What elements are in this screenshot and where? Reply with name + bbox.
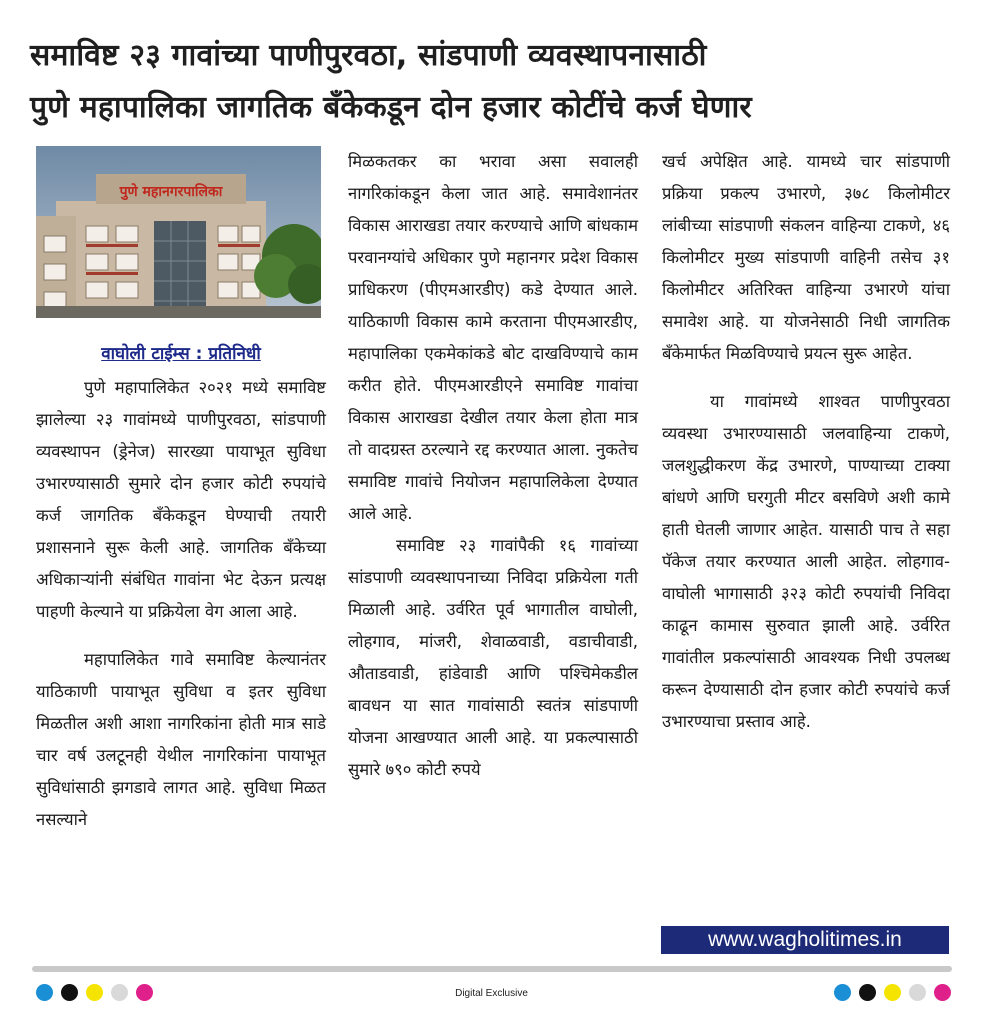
- registration-dots-right: [834, 984, 951, 1001]
- headline-line-1: समाविष्ट २३ गावांच्या पाणीपुरवठा, सांडपाणी व्यवस्थापनासाठी: [30, 38, 707, 73]
- article-column-1: [36, 338, 326, 836]
- paragraph-4: समाविष्ट २३ गावांपैकी १६ गावांच्या सांडपाणी व्यवस्थापनाच्या निविदा प्रक्रियेला गती मिळाली आहे. उर्वरित पूर्व भागातील वाघोली, लोहगाव, मांजरी, शेवाळवाडी, वडाचीवाडी, औताडवाडी, हांडेवाडी आणि पश्चिमेकडील बावधन या सात गावांसाठी स्वतंत्र सांडपाणी योजना आखण्यात आली आहे. या प्रकल्पासाठी सुमारे ७९० कोटी रुपये: [348, 536, 638, 779]
- footer-divider: [32, 966, 952, 972]
- magenta-dot: [934, 984, 951, 1001]
- footer-label: Digital Exclusive: [455, 988, 528, 999]
- headline-line-2: पुणे महापालिका जागतिक बँकेकडून दोन हजार कोटींचे कर्ज घेणार: [30, 90, 752, 125]
- municipal-building-photo: [36, 146, 321, 318]
- paragraph-3: मिळकतकर का भरावा असा सवालही नागरिकांकडून केला जात आहे. समावेशानंतर विकास आराखडा तयार करण्याचे आणि बांधकाम परवानग्यांचे अधिकार पुणे महानगर प्रदेश विकास प्राधिकरण (पीएमआरडीए) कडे देण्यात आले. याठिकाणी विकास कामे करताना पीएमआरडीए, महापालिका एकमेकांकडे बोट दाखविण्याचे काम करीत होते. पीएमआरडीएने समाविष्ट गावांचा विकास आराखडा देखील तयार केला होता मात्र तो वादग्रस्त ठरल्याने रद्द करण्यात आला. नुकतेच समाविष्ट गावांचे नियोजन महापालिकेला देण्यात आले आहे.: [348, 152, 638, 523]
- headline: [30, 30, 960, 134]
- website-link[interactable]: www.wagholitimes.in: [661, 926, 949, 954]
- paragraph-2: महापालिकेत गावे समाविष्ट केल्यानंतर याठिकाणी पायाभूत सुविधा व इतर सुविधा मिळतील अशी आशा नागरिकांना होती मात्र साडे चार वर्ष उलटूनही येथील नागरिकांना पायाभूत सुविधांसाठी झगडावे लागत आहे. सुविधा मिळत नसल्याने: [36, 650, 326, 829]
- building-sign-text: पुणे महानगरपालिका: [119, 184, 223, 200]
- article-column-3: [662, 146, 950, 738]
- paragraph-6: या गावांमध्ये शाश्वत पाणीपुरवठा व्यवस्था उभारण्यासाठी जलवाहिन्या टाकणे, जलशुद्धीकरण केंद्र उभारणे, पाण्याच्या टाक्या बांधणे आणि घरगुती मीटर बसविणे अशी कामे हाती घेतली जाणार आहेत. यासाठी पाच ते सहा पॅकेज तयार करण्यात आली आहेत. लोहगाव-वाघोली भागासाठी ३२३ कोटी रुपयांची निविदा काढून कामास सुरुवात झाली आहे. उर्वरित गावांतील प्रकल्पांसाठी आवश्यक निधी उपलब्ध करून देण्यासाठी दोन हजार कोटी रुपयांचे कर्ज उभारण्याचा प्रस्ताव आहे.: [662, 392, 950, 731]
- paragraph-5: खर्च अपेक्षित आहे. यामध्ये चार सांडपाणी प्रक्रिया प्रकल्प उभारणे, ३७८ किलोमीटर लांबीच्या सांडपाणी संकलन वाहिन्या टाकणे, ४६ किलोमीटर मुख्य सांडपाणी वाहिनी तसेच ३१ किलोमीटर अतिरिक्त वाहिन्या उभारणे यांचा समावेश आहे. या योजनेसाठी निधी जागतिक बँकेमार्फत मिळविण्याचे प्रयत्न सुरू आहेत.: [662, 152, 950, 363]
- grey-dot: [909, 984, 926, 1001]
- byline: वाघोली टाईम्स : प्रतिनिधी: [101, 344, 261, 364]
- article-column-2: [348, 146, 638, 786]
- cyan-dot: [834, 984, 851, 1001]
- black-dot: [859, 984, 876, 1001]
- yellow-dot: [884, 984, 901, 1001]
- paragraph-1: पुणे महापालिकेत २०२१ मध्ये समाविष्ट झालेल्या २३ गावांमध्ये पाणीपुरवठा, सांडपाणी व्यवस्थापन (ड्रेनेज) सारख्या पायाभूत सुविधा उभारण्यासाठी सुमारे दोन हजार कोटी रुपयांचे कर्ज जागतिक बँकेकडून घेण्याची तयारी प्रशासनाने सुरू केली आहे. जागतिक बँकेच्या अधिकाऱ्यांनी संबंधित गावांना भेट देऊन प्रत्यक्ष पाहणी केल्याने या प्रक्रियेला वेग आला आहे.: [36, 378, 326, 621]
